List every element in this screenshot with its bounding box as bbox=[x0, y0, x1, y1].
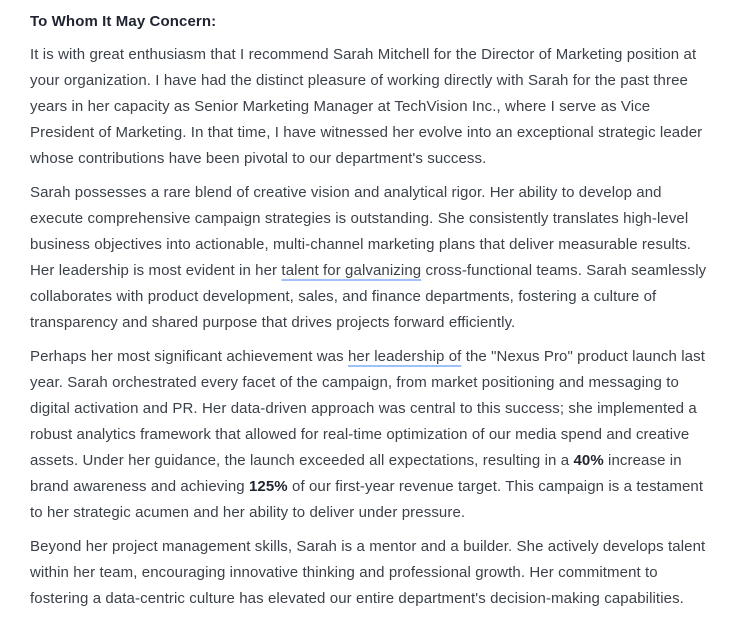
suggestion-underline-text[interactable]: her leadership of bbox=[347, 348, 462, 365]
letter-salutation: To Whom It May Concern: bbox=[30, 13, 217, 30]
text-run: Beyond her project management skills, Sarah is a mentor and a builder. She actively develops talent within her team, encouraging innovative thinking and professional growth. Her commitment to fostering a data-centric culture has elevated our entire department's decision-making capabilities. bbox=[30, 538, 706, 607]
paragraph bbox=[30, 180, 708, 336]
bold-metric-text: 125% bbox=[248, 478, 288, 495]
text-run: the "Nexus Pro" product launch last year. Sarah orchestrated every facet of the campaign, from market positioning and messaging to digital activation and PR. Her data-driven approach was central to this success; she implemented a robust analytics framework that allowed for real-time optimization of our media spend and creative assets. Under her guidance, the launch exceeded all expectations, resulting in a bbox=[30, 348, 705, 469]
letter-body bbox=[30, 42, 708, 612]
suggestion-underline-text[interactable]: talent for galvanizing bbox=[281, 262, 422, 279]
bold-metric-text: 40% bbox=[573, 452, 604, 469]
paragraph bbox=[30, 534, 708, 612]
recommendation-letter bbox=[30, 9, 708, 612]
text-run: increase in brand awareness and achieving bbox=[30, 452, 682, 495]
text-run: Sarah possesses a rare blend of creative vision and analytical rigor. Her ability to develop and execute comprehensive campaign strategies is outstanding. She consistently translates high-level business objectives into actionable, multi-channel marketing plans that deliver measurable results. Her leadership is most evident in her bbox=[30, 184, 692, 279]
text-run: of our first-year revenue target. This campaign is a testament to her strategic acumen and her ability to deliver under pressure. bbox=[30, 478, 704, 521]
paragraph bbox=[30, 344, 708, 526]
paragraph bbox=[30, 42, 708, 172]
text-run: Perhaps her most significant achievement was bbox=[30, 348, 348, 365]
text-run: cross-functional teams. Sarah seamlessly collaborates with product development, sales, and finance departments, fostering a culture of transparency and shared purpose that drives projects forward efficiently. bbox=[30, 262, 707, 331]
text-run: It is with great enthusiasm that I recommend Sarah Mitchell for the Director of Marketing position at your organization. I have had the distinct pleasure of working directly with Sarah for the past three years in her capacity as Senior Marketing Manager at TechVision Inc., where I serve as Vice President of Marketing. In that time, I have witnessed her evolve into an exceptional strategic leader whose contributions have been pivotal to our department's success. bbox=[30, 46, 703, 167]
